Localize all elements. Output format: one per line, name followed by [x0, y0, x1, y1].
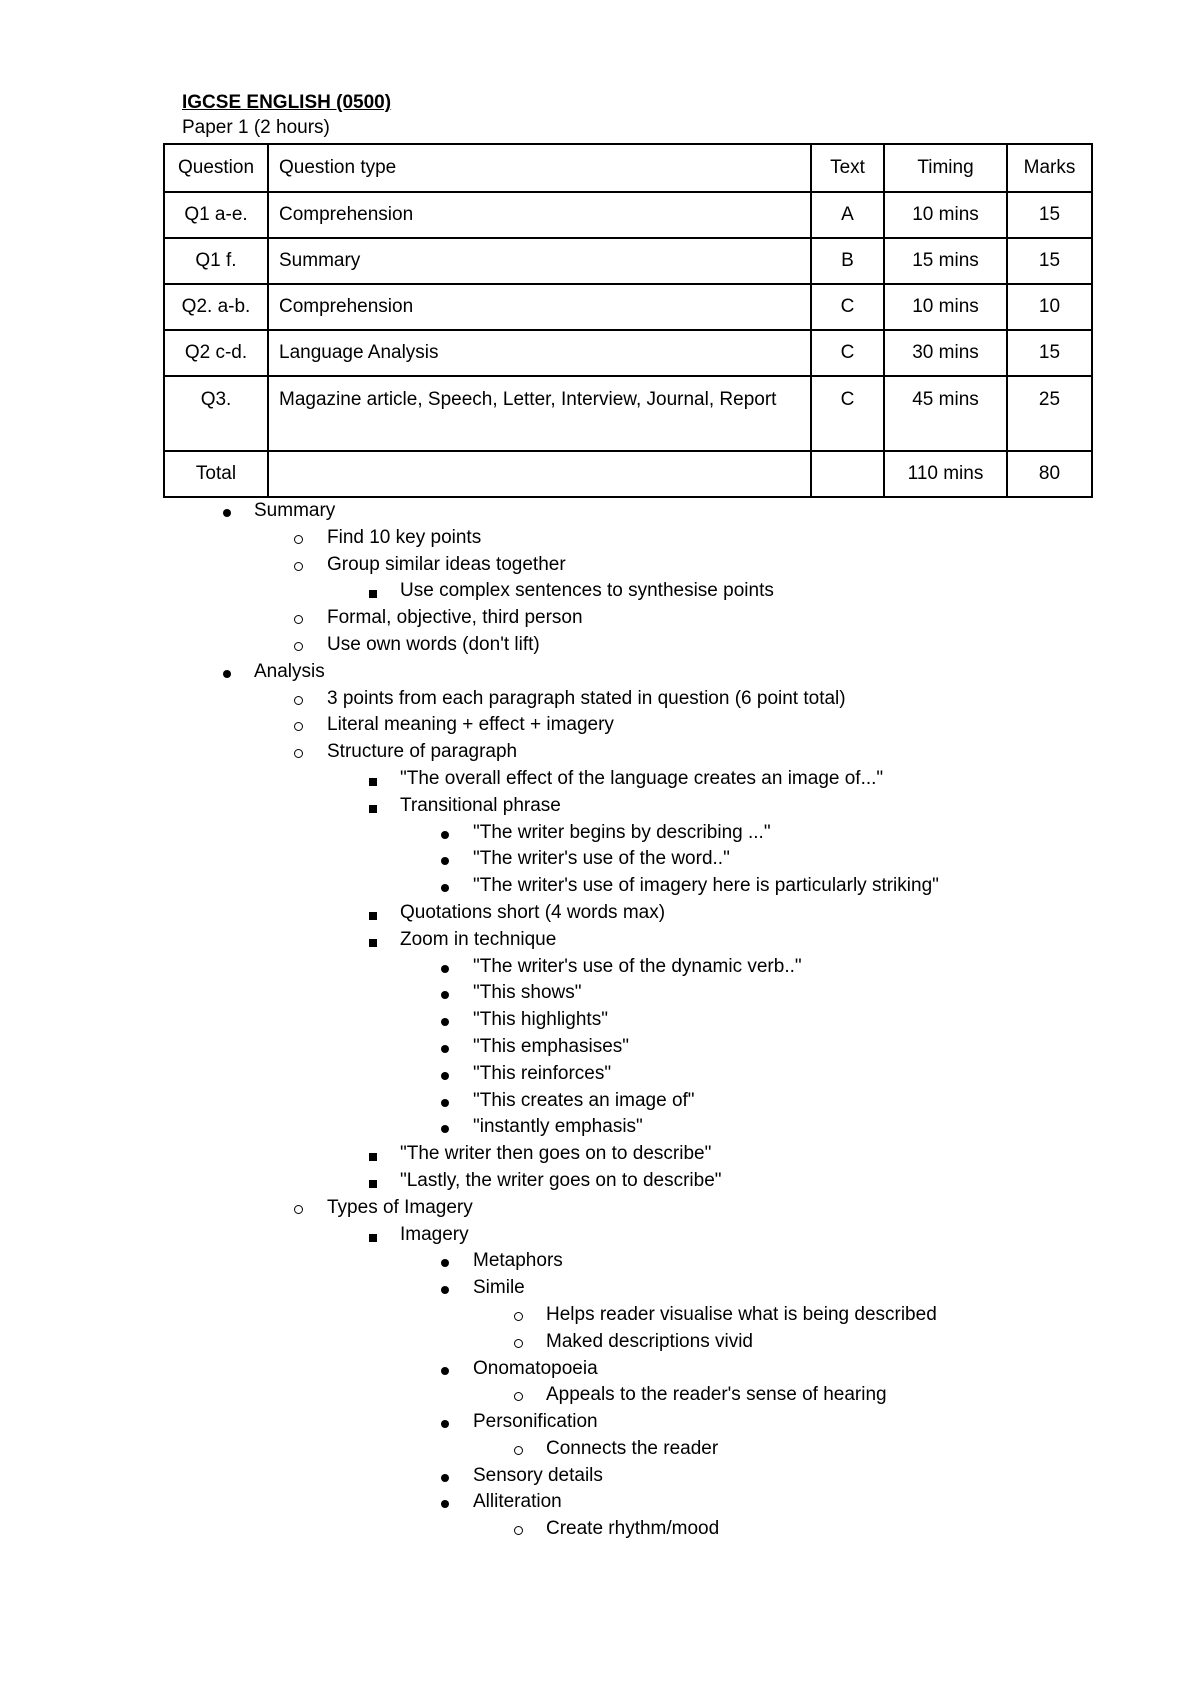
table-cell: 45 mins — [884, 376, 1007, 451]
bullet-circle-icon — [510, 1436, 530, 1463]
paper-schedule-table — [163, 143, 1093, 498]
bullet-square-icon — [364, 766, 384, 793]
bullet-dot-icon — [436, 1007, 456, 1034]
bullet-square-icon — [364, 1141, 384, 1168]
table-cell: 15 — [1007, 238, 1092, 284]
bullet-dot-icon — [436, 1275, 456, 1302]
table-row — [164, 192, 1092, 238]
bullet-dot-icon — [436, 1088, 456, 1115]
bullet-circle-icon — [290, 605, 310, 632]
table-cell: 10 mins — [884, 284, 1007, 330]
bullet-circle-icon — [510, 1302, 530, 1329]
table-row — [164, 284, 1092, 330]
table-cell: Q1 f. — [164, 238, 268, 284]
bullet-square-icon — [364, 927, 384, 954]
bullet-circle-icon — [290, 552, 310, 579]
table-row — [164, 238, 1092, 284]
table-cell: 15 mins — [884, 238, 1007, 284]
bullet-dot-icon — [218, 659, 238, 686]
bullet-dot-icon — [436, 820, 456, 847]
bullet-dot-icon — [218, 498, 238, 525]
bullet-square-icon — [364, 1168, 384, 1195]
bullet-dot-icon — [436, 1034, 456, 1061]
bullet-square-icon — [364, 578, 384, 605]
column-header: Marks — [1007, 144, 1092, 192]
bullet-dot-icon — [436, 1114, 456, 1141]
table-cell: 30 mins — [884, 330, 1007, 376]
bullet-dot-icon — [436, 1248, 456, 1275]
table-cell: Comprehension — [268, 284, 811, 330]
bullet-dot-icon — [436, 1489, 456, 1516]
table-cell — [268, 451, 811, 497]
bullet-circle-icon — [290, 686, 310, 713]
table-cell: A — [811, 192, 884, 238]
table-cell: 80 — [1007, 451, 1092, 497]
bullet-square-icon — [364, 793, 384, 820]
bullet-dot-icon — [436, 1463, 456, 1490]
bullet-circle-icon — [290, 632, 310, 659]
bullet-square-icon — [364, 900, 384, 927]
table-cell — [811, 451, 884, 497]
bullet-square-icon — [364, 1222, 384, 1249]
table-cell: C — [811, 376, 884, 451]
table-cell: 10 mins — [884, 192, 1007, 238]
table-cell: 15 — [1007, 192, 1092, 238]
table-cell: B — [811, 238, 884, 284]
column-header: Question — [164, 144, 268, 192]
bullet-dot-icon — [436, 846, 456, 873]
bullet-dot-icon — [436, 1061, 456, 1088]
table-cell: 110 mins — [884, 451, 1007, 497]
document-subtitle: Paper 1 (2 hours) — [182, 117, 330, 138]
table-cell: 15 — [1007, 330, 1092, 376]
bullet-dot-icon — [436, 954, 456, 981]
table-cell: Q3. — [164, 376, 268, 451]
column-header: Text — [811, 144, 884, 192]
bullet-circle-icon — [290, 712, 310, 739]
bullet-circle-icon — [510, 1382, 530, 1409]
table-total-row — [164, 451, 1092, 497]
table-cell: 25 — [1007, 376, 1092, 451]
table-cell: Comprehension — [268, 192, 811, 238]
table-cell: Q2. a-b. — [164, 284, 268, 330]
column-header: Timing — [884, 144, 1007, 192]
bullet-dot-icon — [436, 1356, 456, 1383]
column-header: Question type — [268, 144, 811, 192]
bullet-dot-icon — [436, 980, 456, 1007]
table-cell: Language Analysis — [268, 330, 811, 376]
table-cell: Summary — [268, 238, 811, 284]
bullet-circle-icon — [290, 525, 310, 552]
table-cell: Magazine article, Speech, Letter, Interview, Journal, Report — [268, 376, 811, 451]
bullet-dot-icon — [436, 873, 456, 900]
table-cell: 10 — [1007, 284, 1092, 330]
table-row — [164, 330, 1092, 376]
document-title: IGCSE ENGLISH (0500) — [182, 92, 392, 113]
bullet-circle-icon — [290, 739, 310, 766]
bullet-circle-icon — [510, 1329, 530, 1356]
bullet-circle-icon — [510, 1516, 530, 1543]
table-cell: Q2 c-d. — [164, 330, 268, 376]
document-page: IGCSE ENGLISH (0500) Paper 1 (2 hours) Question Question type Text Timing Marks Q1 a-e. Comprehension A 10 mins 15 Q1 f. Summary B 15 mins 15 Q2. a-b. Comprehension C 10 mins 10 Q2 c-d. Language Analysis C 30 mins 15 Q3. Magazine article, Speech, Letter, Interview, Journal, Report C 45 mins 25 Total 110 mins 80 Summary Find 10 key points Group similar ideas together Use complex sentences to synthesise points Formal, objective, third person Use own words (don't lift) Analysis 3 points from each paragraph stated in question (6 point total) Literal meaning + effect + imagery Structure of paragraph "The overall effect of the language creates an image of..." Transitional phrase "The writer begins by describing ..." "The writer's use of the word.." "The writer's use of imagery here is particularly striking" Quotations short (4 words max) Zoom in technique "The writer's use of the dynamic verb.." "This shows" "This highlights" "This emphasises" "This reinforces" "This creates an image of" "instantly emphasis" "The writer then goes on to describe" "Lastly, the writer goes on to describe" Types of Imagery Imagery Metaphors Simile Helps reader visualise what is being described Maked descriptions vivid Onomatopoeia Appeals to the reader's sense of hearing Personification Connects the reader Sensory details Alliteration Create rhythm/mood — [0, 0, 1200, 1694]
bullet-dot-icon — [436, 1409, 456, 1436]
table-cell: Total — [164, 451, 268, 497]
table-cell: C — [811, 284, 884, 330]
table-header-row — [164, 144, 1092, 192]
bullet-circle-icon — [290, 1195, 310, 1222]
table-cell: Q1 a-e. — [164, 192, 268, 238]
table-cell: C — [811, 330, 884, 376]
table-row — [164, 376, 1092, 451]
